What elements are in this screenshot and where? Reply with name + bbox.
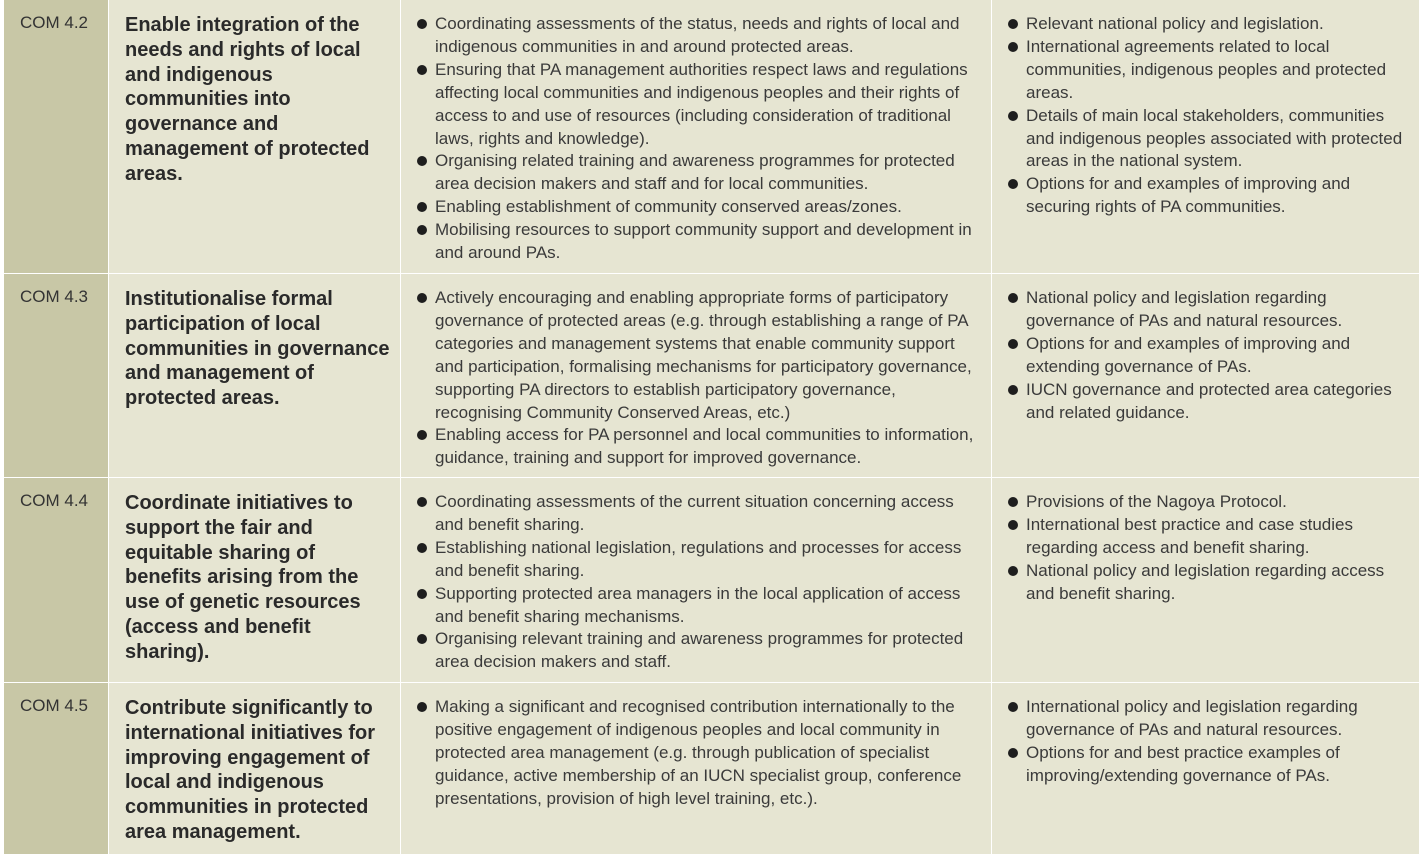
list-item-text: International agreements related to local communities, indigenous peoples and protected areas.: [1026, 36, 1387, 102]
list-item: [1008, 36, 1409, 105]
list-item: [417, 219, 977, 265]
bullet-icon: [417, 202, 427, 212]
list-item-text: International policy and legislation regarding governance of PAs and natural resources.: [1026, 697, 1358, 739]
list-item: [417, 491, 977, 537]
bullet-icon: [1008, 293, 1018, 303]
list-item: [417, 537, 977, 583]
actions-cell: [400, 0, 991, 273]
table-row: [4, 683, 1419, 855]
bullet-icon: [417, 156, 427, 166]
table-row: [4, 0, 1419, 274]
list-item-text: Actively encouraging and enabling appropriate forms of participatory governance of protected areas (e.g. through establishing a range of PA categories and management systems that enable community support and participation, formalising mechanisms for participatory governance, supporting PA directors to establish participatory governance, recognising Community Conserved Areas, etc.): [435, 288, 972, 422]
list-item-text: Enabling establishment of community conserved areas/zones.: [435, 197, 902, 217]
resources-cell: [991, 274, 1419, 477]
list-item: [417, 583, 977, 629]
bullet-icon: [1008, 179, 1018, 189]
bullet-icon: [417, 19, 427, 29]
list-item-text: Options for and examples of improving and extending governance of PAs.: [1026, 333, 1351, 376]
resources-list: [1008, 287, 1409, 424]
list-item: [417, 424, 977, 470]
competency-code: COM 4.2: [4, 0, 108, 273]
bullet-icon: [417, 293, 427, 303]
resources-cell: [991, 683, 1419, 854]
list-item: [1008, 491, 1409, 514]
list-item: [417, 696, 977, 811]
table-row: [4, 274, 1419, 478]
actions-cell: [400, 683, 991, 854]
bullet-icon: [1008, 42, 1018, 52]
competency-code: COM 4.3: [4, 274, 108, 477]
list-item: [1008, 696, 1409, 742]
bullet-icon: [417, 497, 427, 507]
list-item: [417, 196, 977, 219]
list-item-text: Options for and best practice examples of improving/extending governance of PAs.: [1026, 742, 1340, 785]
list-item-text: International best practice and case studies regarding access and benefit sharing.: [1026, 514, 1353, 557]
bullet-icon: [1008, 19, 1018, 29]
list-item-text: National policy and legislation regarding governance of PAs and natural resources.: [1026, 288, 1343, 330]
list-item: [1008, 13, 1409, 36]
list-item-text: Details of main local stakeholders, communities and indigenous peoples associated with protected areas in the national system.: [1026, 105, 1403, 171]
bullet-icon: [417, 430, 427, 440]
resources-list: [1008, 13, 1409, 219]
list-item-text: Ensuring that PA management authorities respect laws and regulations affecting local communities and indigenous peoples and their rights of access to and use of resources (including consideration of traditional laws, rights and knowledge).: [435, 59, 968, 148]
actions-list: [417, 696, 977, 811]
list-item: [1008, 514, 1409, 560]
list-item: [1008, 379, 1409, 425]
list-item: [1008, 105, 1409, 174]
bullet-icon: [1008, 385, 1018, 395]
list-item: [1008, 560, 1409, 606]
list-item: [417, 59, 977, 151]
list-item-text: Options for and examples of improving and securing rights of PA communities.: [1026, 174, 1351, 217]
list-item-text: National policy and legislation regarding access and benefit sharing.: [1026, 560, 1385, 603]
bullet-icon: [417, 589, 427, 599]
bullet-icon: [1008, 339, 1018, 349]
list-item: [417, 287, 977, 424]
actions-list: [417, 13, 977, 265]
competency-title: Contribute significantly to international initiatives for improving engagement of local and indigenous communities in protected area management.: [108, 683, 400, 854]
actions-list: [417, 287, 977, 470]
actions-list: [417, 491, 977, 674]
list-item-text: Establishing national legislation, regulations and processes for access and benefit sharing.: [435, 537, 962, 580]
list-item-text: Organising related training and awareness programmes for protected area decision makers and staff and for local communities.: [435, 151, 955, 194]
competency-table: [4, 0, 1419, 855]
list-item-text: Making a significant and recognised contribution internationally to the positive engagement of indigenous peoples and local community in protected area management (e.g. through publication of specialist guidance, active membership of an IUCN specialist group, conference presentations, provision of high level training, etc.).: [435, 697, 962, 808]
list-item-text: Coordinating assessments of the status, needs and rights of local and indigenous communities in and around protected areas.: [435, 14, 960, 56]
list-item-text: Coordinating assessments of the current situation concerning access and benefit sharing.: [435, 492, 954, 534]
list-item-text: Provisions of the Nagoya Protocol.: [1026, 492, 1287, 511]
bullet-icon: [417, 634, 427, 644]
competency-code: COM 4.5: [4, 683, 108, 854]
list-item: [417, 150, 977, 196]
bullet-icon: [417, 65, 427, 75]
list-item-text: Organising relevant training and awareness programmes for protected area decision makers and staff.: [435, 629, 964, 672]
list-item-text: Supporting protected area managers in the local application of access and benefit sharing mechanisms.: [435, 583, 961, 626]
resources-cell: [991, 0, 1419, 273]
list-item: [417, 628, 977, 674]
resources-list: [1008, 696, 1409, 788]
table-row: [4, 478, 1419, 683]
list-item-text: Relevant national policy and legislation.: [1026, 14, 1324, 33]
competency-title: Institutionalise formal participation of local communities in governance and management of protected areas.: [108, 274, 400, 477]
resources-list: [1008, 491, 1409, 606]
competency-title: Enable integration of the needs and rights of local and indigenous communities into governance and management of protected areas.: [108, 0, 400, 273]
list-item: [1008, 333, 1409, 379]
list-item-text: Enabling access for PA personnel and local communities to information, guidance, training and support for improved governance.: [435, 425, 974, 468]
list-item: [1008, 742, 1409, 788]
resources-cell: [991, 478, 1419, 682]
bullet-icon: [417, 702, 427, 712]
bullet-icon: [417, 543, 427, 553]
list-item: [417, 13, 977, 59]
bullet-icon: [1008, 497, 1018, 507]
list-item: [1008, 287, 1409, 333]
list-item: [1008, 173, 1409, 219]
bullet-icon: [1008, 111, 1018, 121]
bullet-icon: [1008, 748, 1018, 758]
list-item-text: IUCN governance and protected area categories and related guidance.: [1026, 379, 1392, 422]
competency-code: COM 4.4: [4, 478, 108, 682]
list-item-text: Mobilising resources to support community support and development in and around PAs.: [435, 220, 972, 263]
bullet-icon: [1008, 702, 1018, 712]
bullet-icon: [1008, 520, 1018, 530]
bullet-icon: [1008, 566, 1018, 576]
actions-cell: [400, 478, 991, 682]
actions-cell: [400, 274, 991, 477]
competency-title: Coordinate initiatives to support the fair and equitable sharing of benefits arising from the use of genetic resources (access and benefit sharing).: [108, 478, 400, 682]
bullet-icon: [417, 225, 427, 235]
